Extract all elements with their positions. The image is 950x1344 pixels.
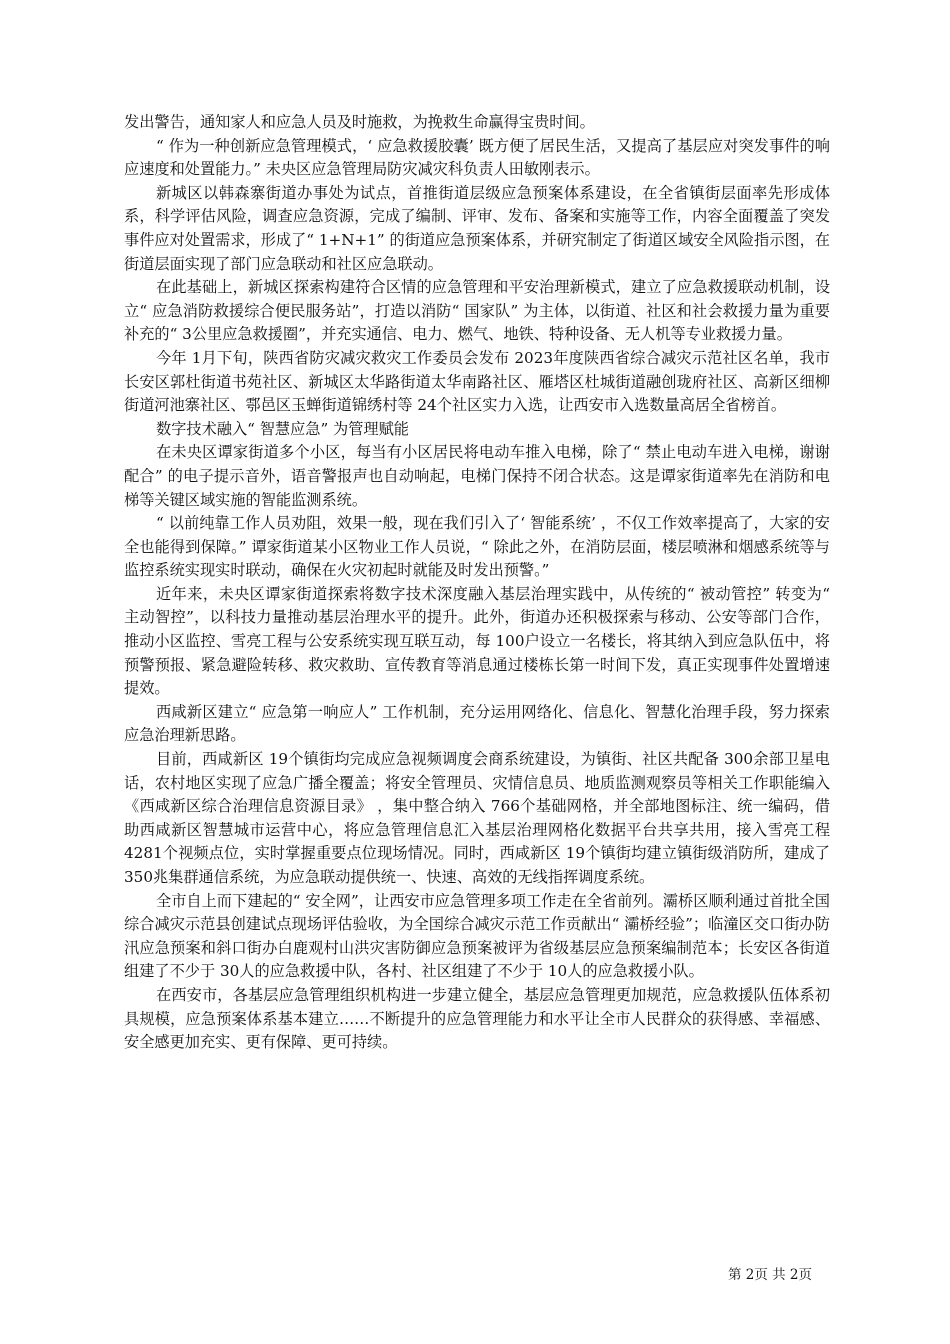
paragraph: “ 作为一种创新应急管理模式，‘ 应急救援胶囊’ 既方便了居民生活，又提高了基层应对突发事件的响应速度和处置能力。” 未央区应急管理局防灾减灾科负责人田敏刚表示。 <box>124 136 830 179</box>
article-body <box>124 111 830 1055</box>
paragraph: 全市自上而下建起的“ 安全网”，让西安市应急管理多项工作走在全省前列。灞桥区顺利通过首批全国综合减灾示范县创建试点现场评估验收，为全国综合减灾示范工作贡献出“ 灞桥经验”；临潼区交口街办防汛应急预案和斜口街办白鹿观村山洪灾害防御应急预案被评为省级基层应急预案编制范本；长安区各街道组建了不少于 30人的应急救援中队，各村、社区组建了不少于 10人的应急救援小队。 <box>124 891 830 981</box>
paragraph: 新城区以韩森寨街道办事处为试点，首推街道层级应急预案体系建设，在全省镇街层面率先形成体系，科学评估风险，调查应急资源，完成了编制、评审、发布、备案和实施等工作，内容全面覆盖了突发事件应对处置需求，形成了“ 1+N+1” 的街道应急预案体系，并研究制定了街道区域安全风险指示图，在街道层面实现了部门应急联动和社区应急联动。 <box>124 183 830 273</box>
paragraph: “ 以前纯靠工作人员劝阻，效果一般，现在我们引入了‘ 智能系统’ ，不仅工作效率提高了，大家的安全也能得到保障。” 谭家街道某小区物业工作人员说，“ 除此之外，在消防层面，楼层喷淋和烟感系统等与监控系统实现实时联动，确保在火灾初起时就能及时发出预警。” <box>124 514 830 580</box>
paragraph: 在此基础上，新城区探索构建符合区情的应急管理和平安治理新模式，建立了应急救援联动机制，设立“ 应急消防救援综合便民服务站”，打造以消防“ 国家队” 为主体，以街道、社区和社会救援力量为重要补充的“ 3公里应急救援圈”，并充实通信、电力、燃气、地铁、特种设备、无人机等专业救援力量。 <box>124 278 830 344</box>
paragraph: 近年来，未央区谭家街道探索将数字技术深度融入基层治理实践中，从传统的“ 被动管控” 转变为“ 主动智控”，以科技力量推动基层治理水平的提升。此外，街道办还积极探索与移动、公安等部门合作，推动小区监控、雪亮工程与公安系统实现互联互动，每 100户设立一名楼长，将其纳入到应急队伍中，将预警预报、紧急避险转移、救灾救助、宣传教育等消息通过楼栋长第一时间下发，真正实现事件处置增速提效。 <box>124 584 830 698</box>
paragraph: 在未央区谭家街道多个小区，每当有小区居民将电动车推入电梯，除了“ 禁止电动车进入电梯，谢谢配合” 的电子提示音外，语音警报声也自动响起，电梯门保持不闭合状态。这是谭家街道率先在消防和电梯等关键区域实施的智能监测系统。 <box>124 443 830 509</box>
page-number-footer: 第 2页 共 2页 <box>727 1267 812 1283</box>
section-heading: 数字技术融入“ 智慧应急” 为管理赋能 <box>156 419 409 438</box>
paragraph: 目前，西咸新区 19个镇街均完成应急视频调度会商系统建设，为镇街、社区共配备 300余部卫星电话，农村地区实现了应急广播全覆盖；将安全管理员、灾情信息员、地质监测观察员等相关工作职能编入《西咸新区综合治理信息资源目录》 ，集中整合纳入 766个基础网格，并全部地图标注、统一编码，借助西咸新区智慧城市运营中心，将应急管理信息汇入基层治理网格化数据平台共享共用，接入雪亮工程 4281个视频点位，实时掌握重要点位现场情况。同时，西咸新区 19个镇街均建立镇街级消防所，建成了 350兆集群通信系统，为应急联动提供统一、快速、高效的无线指挥调度系统。 <box>124 750 830 886</box>
paragraph: 西咸新区建立“ 应急第一响应人” 工作机制，充分运用网络化、信息化、智慧化治理手段，努力探索应急治理新思路。 <box>124 702 830 745</box>
paragraph: 在西安市，各基层应急管理组织机构进一步建立健全，基层应急管理更加规范，应急救援队伍体系初具规模，应急预案体系基本建立……不断提升的应急管理能力和水平让全市人民群众的获得感、幸福感、安全感更加充实、更有保障、更可持续。 <box>124 985 830 1052</box>
paragraph: 今年 1月下旬，陕西省防灾减灾救灾工作委员会发布 2023年度陕西省综合减灾示范社区名单，我市长安区郭杜街道书苑社区、新城区太华路街道太华南路社区、雁塔区杜城街道融创珑府社区、高新区细柳街道河池寨社区、鄠邑区玉蝉街道锦绣村等 24个社区实力入选，让西安市入选数量高居全省榜首。 <box>124 348 830 415</box>
paragraph-continuation: 发出警告，通知家人和应急人员及时施救，为挽救生命赢得宝贵时间。 <box>124 113 595 131</box>
